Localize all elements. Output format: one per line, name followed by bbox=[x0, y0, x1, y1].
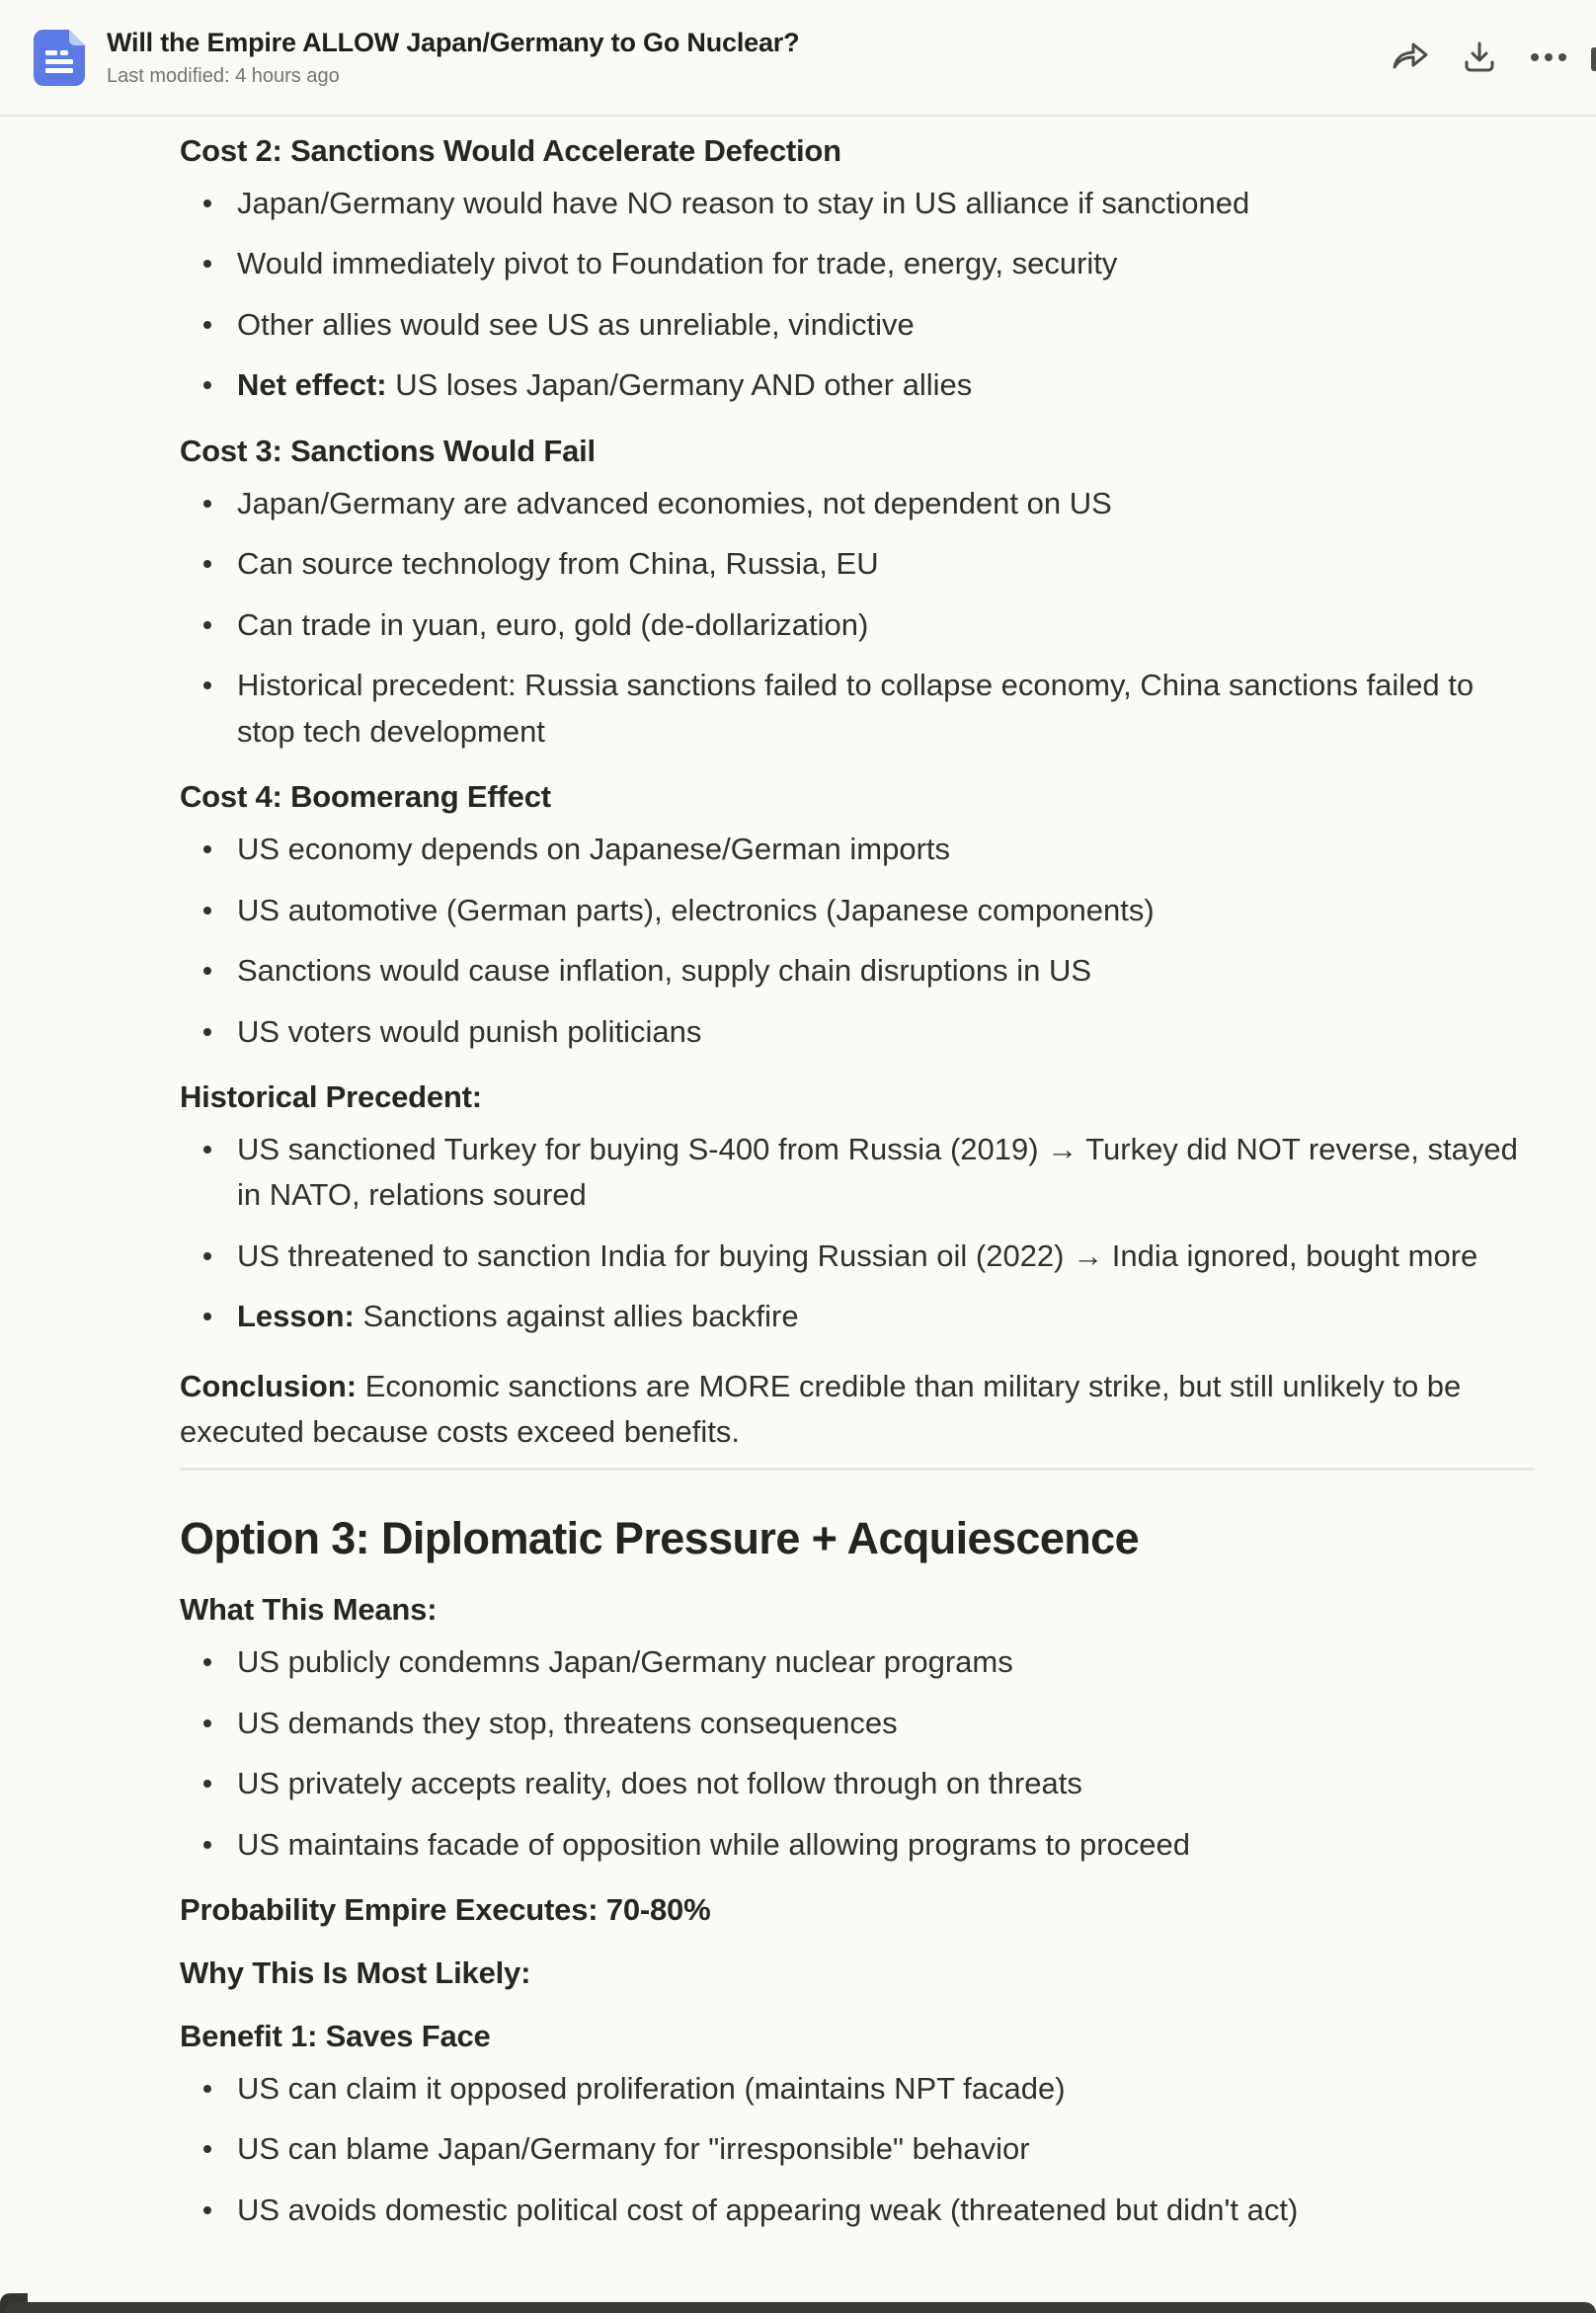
list-item: Net effect: US loses Japan/Germany AND other allies bbox=[180, 362, 1535, 409]
share-button[interactable] bbox=[1383, 30, 1438, 85]
bullet-list bbox=[180, 1127, 1535, 1340]
list-item: Can source technology from China, Russia, EU bbox=[180, 541, 1535, 588]
paragraph: Conclusion: Economic sanctions are MORE credible than military strike, but still unlikely to be executed because costs exceed benefits. bbox=[180, 1368, 1462, 1450]
list-item: Can trade in yuan, euro, gold (de-dollarization) bbox=[180, 602, 1535, 649]
document-icon bbox=[34, 30, 85, 86]
download-icon bbox=[1463, 40, 1496, 74]
artifact-header bbox=[0, 0, 1596, 117]
sub-heading: Historical Precedent: bbox=[180, 1079, 482, 1115]
divider bbox=[180, 1468, 1535, 1471]
sub-heading: Probability Empire Executes: 70-80% bbox=[180, 1892, 711, 1928]
bullet-list bbox=[180, 827, 1535, 1055]
bullet-list bbox=[180, 181, 1535, 409]
list-item: US privately accepts reality, does not follow through on threats bbox=[180, 1761, 1535, 1807]
list-item: US automotive (German parts), electronics (Japanese components) bbox=[180, 888, 1535, 934]
sub-heading: Cost 2: Sanctions Would Accelerate Defection bbox=[180, 133, 841, 168]
header-actions bbox=[1383, 30, 1576, 85]
sub-heading: Cost 4: Boomerang Effect bbox=[180, 779, 551, 815]
list-item: US maintains facade of opposition while allowing programs to proceed bbox=[180, 1822, 1535, 1869]
more-options-icon bbox=[1530, 52, 1567, 62]
list-item: Sanctions would cause inflation, supply chain disruptions in US bbox=[180, 948, 1535, 995]
list-item: Historical precedent: Russia sanctions failed to collapse economy, China sanctions failed to stop tech development bbox=[180, 663, 1535, 755]
bullet-list bbox=[180, 1639, 1535, 1868]
list-item: US sanctioned Turkey for buying S-400 from Russia (2019) → Turkey did NOT reverse, stayed in NATO, relations soured bbox=[180, 1127, 1535, 1219]
list-item: US can blame Japan/Germany for "irresponsible" behavior bbox=[180, 2126, 1535, 2173]
list-item: Lesson: Sanctions against allies backfire bbox=[180, 1294, 1535, 1340]
sub-heading: Benefit 1: Saves Face bbox=[180, 2018, 491, 2053]
download-button[interactable] bbox=[1452, 30, 1507, 85]
section-heading: Option 3: Diplomatic Pressure + Acquiescence bbox=[180, 1512, 1140, 1563]
sub-heading: Why This Is Most Likely: bbox=[180, 1955, 531, 1991]
bullet-list bbox=[180, 2066, 1535, 2234]
bold-lead: Net effect: bbox=[237, 367, 387, 403]
list-item: US economy depends on Japanese/German imports bbox=[180, 827, 1535, 873]
sub-heading: Cost 3: Sanctions Would Fail bbox=[180, 433, 596, 468]
list-item: Japan/Germany would have NO reason to stay in US alliance if sanctioned bbox=[180, 181, 1535, 227]
list-item: US can claim it opposed proliferation (maintains NPT facade) bbox=[180, 2066, 1535, 2113]
list-item: Would immediately pivot to Foundation for trade, energy, security bbox=[180, 241, 1535, 287]
header-titles bbox=[107, 27, 1383, 89]
last-modified-label: Last modified: 4 hours ago bbox=[107, 65, 340, 88]
list-item: US threatened to sanction India for buying Russian oil (2022) → India ignored, bought more bbox=[180, 1234, 1535, 1280]
bottom-panel-edge[interactable] bbox=[5, 2302, 1596, 2313]
document-body bbox=[0, 117, 1596, 2287]
list-item: Other allies would see US as unreliable, vindictive bbox=[180, 302, 1535, 349]
more-options-button[interactable] bbox=[1521, 30, 1576, 85]
sub-heading: What This Means: bbox=[180, 1592, 438, 1628]
list-item: US avoids domestic political cost of appearing weak (threatened but didn't act) bbox=[180, 2188, 1535, 2234]
document-title: Will the Empire ALLOW Japan/Germany to Go Nuclear? bbox=[107, 27, 800, 57]
share-icon bbox=[1392, 40, 1429, 74]
list-item: Japan/Germany are advanced economies, not dependent on US bbox=[180, 481, 1535, 527]
list-item: US publicly condemns Japan/Germany nuclear programs bbox=[180, 1639, 1535, 1686]
bold-lead: Lesson: bbox=[237, 1299, 355, 1334]
bold-lead: Conclusion: bbox=[180, 1368, 358, 1403]
clipped-edge-icon[interactable] bbox=[1591, 47, 1596, 71]
bullet-list bbox=[180, 481, 1535, 756]
list-item: US demands they stop, threatens consequences bbox=[180, 1701, 1535, 1747]
list-item: US voters would punish politicians bbox=[180, 1009, 1535, 1056]
